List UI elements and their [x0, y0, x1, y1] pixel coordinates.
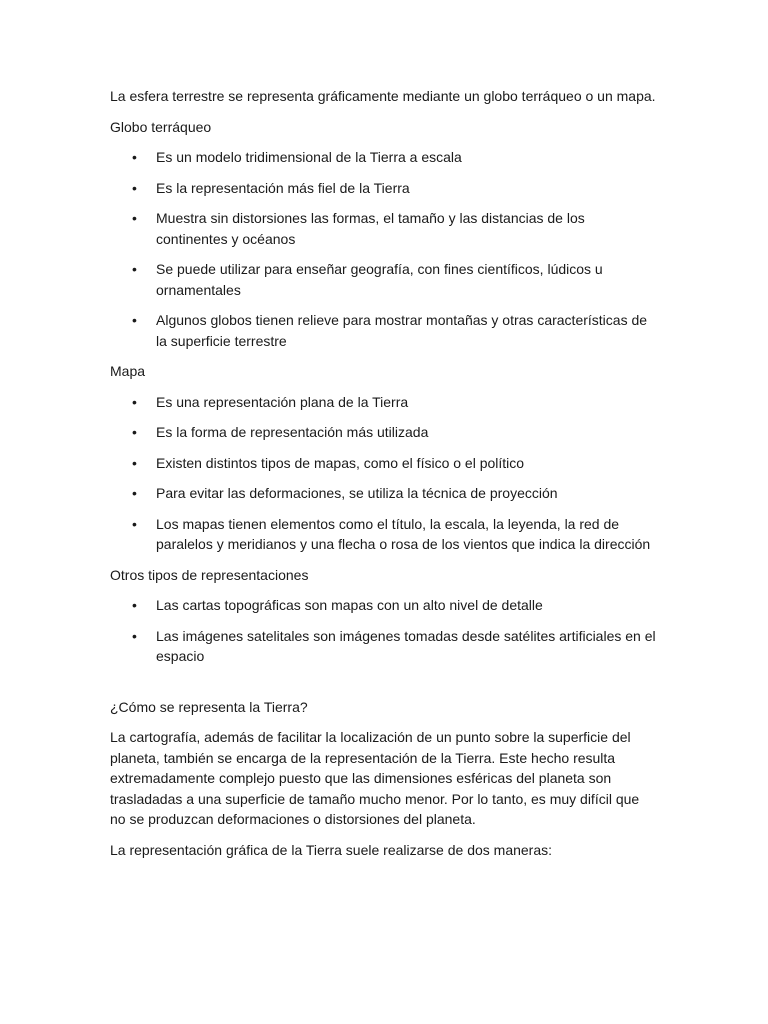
list-item: • Muestra sin distorsiones las formas, el tamaño y las distancias de los continentes y océanos: [156, 208, 658, 249]
maneras-paragraph: La representación gráfica de la Tierra suele realizarse de dos maneras:: [110, 841, 553, 858]
question-heading: ¿Cómo se representa la Tierra?: [110, 698, 308, 715]
mapa-heading: Mapa: [110, 363, 146, 379]
cartografia-paragraph: La cartografía, además de facilitar la localización de un punto sobre la superficie del planeta, también se encarga de la representación de la Tierra. Este hecho resulta extremadamente complejo puesto que las dimensiones esféricas del planeta son trasladadas a una superficie de tamaño mucho menor. Por lo tanto, es muy difícil que no se produzcan deformaciones o distorsiones del planeta.: [110, 729, 640, 827]
list-item: • Las imágenes satelitales son imágenes tomadas desde satélites artificiales en el espacio: [156, 626, 658, 667]
otros-list: [110, 595, 658, 667]
list-item: • Es un modelo tridimensional de la Tierra a escala: [156, 147, 658, 168]
list-item: • Es la forma de representación más utilizada: [156, 422, 658, 443]
globo-list: [110, 147, 658, 351]
list-item: • Algunos globos tienen relieve para mostrar montañas y otras características de la superficie terrestre: [156, 310, 658, 351]
mapa-list: [110, 392, 658, 555]
list-item: • Para evitar las deformaciones, se utiliza la técnica de proyección: [156, 483, 658, 504]
list-item: • Es la representación más fiel de la Tierra: [156, 178, 658, 199]
blank-line: [110, 677, 658, 697]
intro-paragraph: La esfera terrestre se representa gráficamente mediante un globo terráqueo o un mapa.: [110, 88, 656, 104]
otros-heading: Otros tipos de representaciones: [110, 566, 309, 583]
list-item: • Es una representación plana de la Tierra: [156, 392, 658, 413]
list-item: • Se puede utilizar para enseñar geografía, con fines científicos, lúdicos u ornamentales: [156, 259, 658, 300]
list-item: • Las cartas topográficas son mapas con un alto nivel de detalle: [156, 595, 658, 616]
globo-heading: Globo terráqueo: [110, 118, 212, 135]
list-item: • Existen distintos tipos de mapas, como el físico o el político: [156, 453, 658, 474]
list-item: • Los mapas tienen elementos como el título, la escala, la leyenda, la red de paralelos y meridianos y una flecha o rosa de los vientos que indica la dirección: [156, 514, 658, 555]
